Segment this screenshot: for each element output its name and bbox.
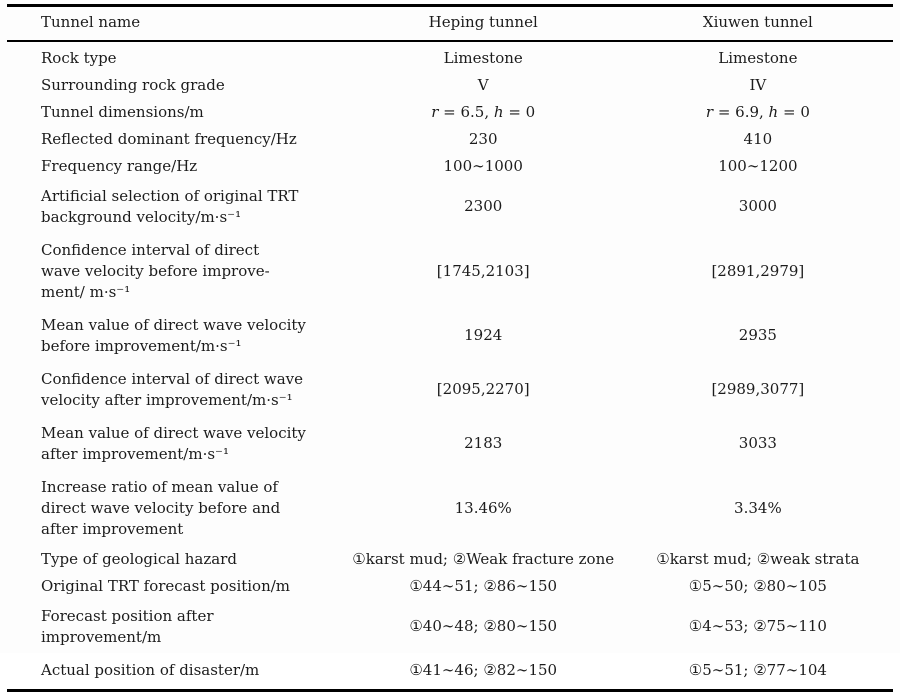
row-label: Confidence interval of direct wave velocity before improve- ment/ m·s⁻¹ — [41, 240, 270, 301]
table-row — [7, 600, 893, 654]
header-row — [7, 6, 893, 41]
row-label: Actual position of disaster/m — [41, 660, 260, 679]
column-header-heping-tunnel: Heping tunnel — [344, 6, 623, 41]
xiuwen-value: 3.34% — [734, 498, 782, 517]
table-row — [7, 363, 893, 417]
row-label: Artificial selection of original TRT background velocity/m·s⁻¹ — [41, 186, 299, 226]
row-label: Mean value of direct wave velocity before improvement/m·s⁻¹ — [41, 315, 306, 355]
xiuwen-value: IV — [749, 75, 767, 94]
table-row — [7, 573, 893, 600]
table-row — [7, 417, 893, 471]
row-label: Tunnel dimensions/m — [41, 102, 204, 121]
xiuwen-value: [2891,2979] — [711, 261, 805, 280]
table-row — [7, 546, 893, 573]
row-label: Mean value of direct wave velocity after improvement/m·s⁻¹ — [41, 423, 306, 463]
table-row — [7, 654, 893, 691]
heping-value: ①40∼48; ②80∼150 — [409, 617, 558, 635]
xiuwen-value: 2935 — [738, 326, 777, 344]
heping-value: 2300 — [464, 197, 503, 215]
xiuwen-value: 410 — [743, 129, 773, 148]
row-label: Reflected dominant frequency/Hz — [41, 129, 297, 148]
table-row — [7, 471, 893, 546]
row-label: Increase ratio of mean value of direct wave velocity before and after improvement — [41, 477, 281, 538]
heping-value: 1924 — [464, 326, 503, 344]
table-row — [7, 234, 893, 309]
xiuwen-value: 3033 — [738, 434, 777, 452]
row-label: Type of geological hazard — [41, 549, 237, 568]
column-header-tunnel-name: Tunnel name — [7, 6, 344, 41]
row-label: Original TRT forecast position/m — [41, 576, 291, 595]
xiuwen-value: [2989,3077] — [711, 380, 805, 398]
table-row — [7, 99, 893, 126]
xiuwen-value: ①5∼51; ②77∼104 — [688, 660, 827, 679]
xiuwen-value: ①karst mud; ②weak strata — [656, 549, 860, 568]
heping-value: ①44∼51; ②86∼150 — [409, 576, 558, 595]
table-body — [7, 41, 893, 691]
heping-value: [2095,2270] — [436, 380, 530, 398]
row-label: Forecast position after improvement/m — [41, 606, 214, 646]
heping-value: 230 — [468, 129, 498, 148]
tunnel-comparison-table — [7, 4, 893, 692]
table-row — [7, 126, 893, 153]
heping-value: V — [477, 75, 489, 94]
xiuwen-value: Limestone — [718, 48, 798, 67]
row-label: Confidence interval of direct wave velocity after improvement/m·s⁻¹ — [41, 369, 304, 409]
heping-value: 100∼1000 — [443, 156, 523, 175]
xiuwen-value: r = 6.9, h = 0 — [705, 102, 810, 121]
row-label: Surrounding rock grade — [41, 75, 225, 94]
heping-value: 13.46% — [454, 498, 512, 517]
heping-value: r = 6.5, h = 0 — [431, 102, 536, 121]
heping-value: ①karst mud; ②Weak fracture zone — [352, 549, 615, 568]
heping-value: Limestone — [443, 48, 523, 67]
row-label: Rock type — [41, 48, 117, 67]
table-row — [7, 180, 893, 234]
heping-value: 2183 — [464, 434, 503, 452]
xiuwen-value: ①4∼53; ②75∼110 — [688, 617, 827, 635]
table-header — [7, 6, 893, 41]
heping-value: ①41∼46; ②82∼150 — [409, 660, 558, 679]
xiuwen-value: 100∼1200 — [718, 156, 798, 175]
row-label: Frequency range/Hz — [41, 156, 198, 175]
table-row — [7, 41, 893, 72]
table-row — [7, 72, 893, 99]
xiuwen-value: ①5∼50; ②80∼105 — [688, 576, 827, 595]
table-row — [7, 309, 893, 363]
heping-value: [1745,2103] — [436, 261, 530, 280]
column-header-xiuwen-tunnel: Xiuwen tunnel — [623, 6, 893, 41]
xiuwen-value: 3000 — [738, 197, 777, 215]
table-row — [7, 153, 893, 180]
